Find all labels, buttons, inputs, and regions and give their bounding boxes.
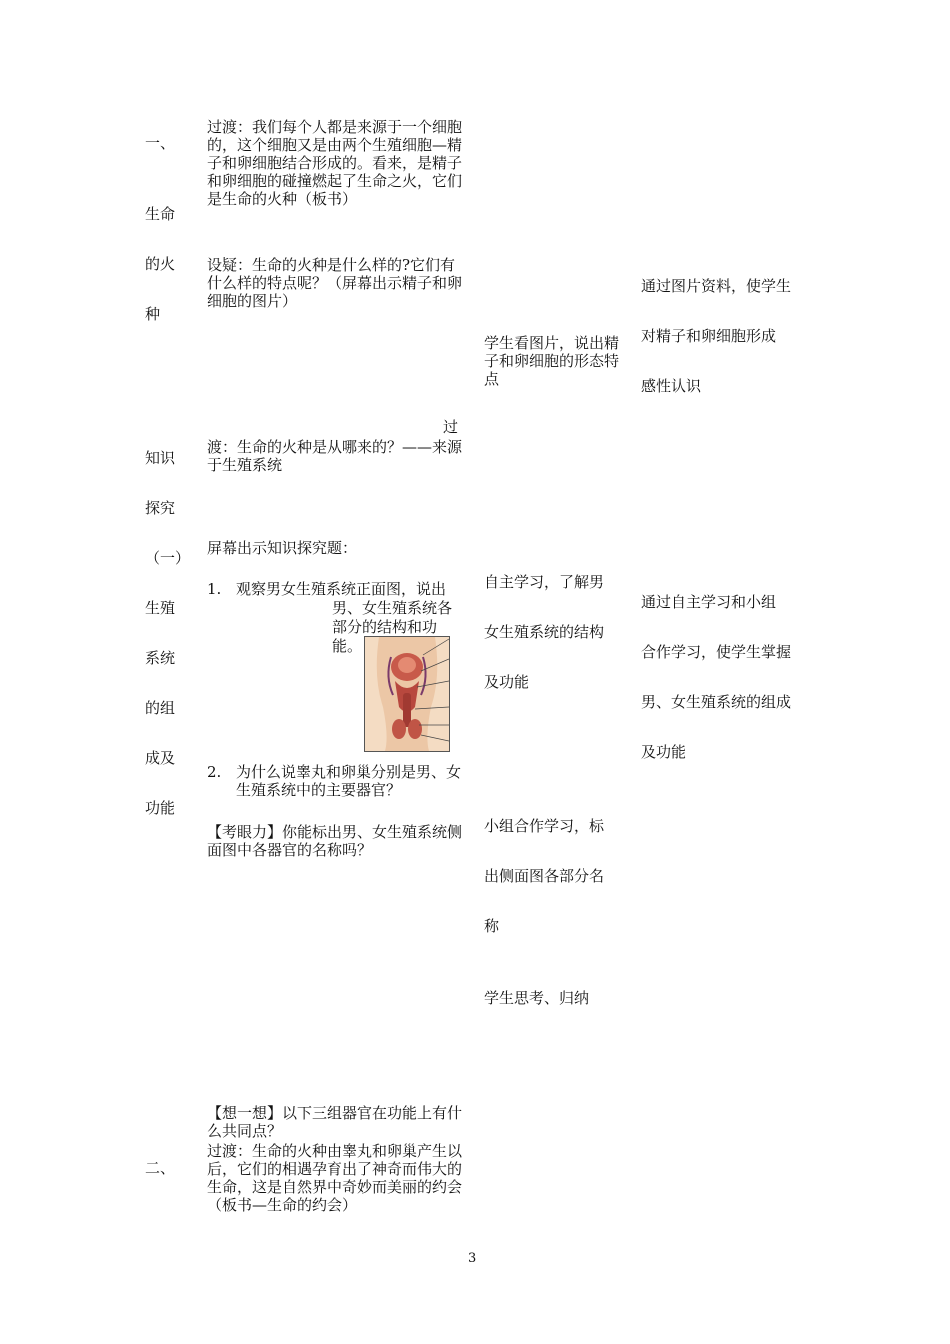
question-1-line-2: 男、女生殖系统各 [332,599,453,617]
student-activity-3-line-3: 称 [484,917,500,935]
section-2-title-line-4: 生殖 [145,599,176,617]
question-1-line-4: 能。 [332,637,363,655]
reproductive-system-figure [364,636,450,752]
question-paragraph: 设疑：生命的火种是什么样的?它们有什么样的特点呢？（屏幕出示精子和卵细胞的图片） [207,256,463,310]
section-1-title-line-3: 种 [145,305,161,323]
student-activity-2-line-2: 女生殖系统的结构 [484,623,605,641]
question-1-number: 1. [207,580,222,598]
section-2-title-line-2: 探究 [145,499,176,517]
design-intent-1-line-2: 对精子和卵细胞形成 [641,327,777,345]
design-intent-1-line-3: 感性认识 [641,377,702,395]
section-1-title-line-1: 生命 [145,205,176,223]
section-2-title-line-6: 的组 [145,699,176,717]
section-1-title-line-2: 的火 [145,255,176,273]
screen-prompt: 屏幕出示知识探究题： [207,539,358,557]
student-activity-3-line-2: 出侧面图各部分名 [484,867,605,885]
student-activity-3-line-1: 小组合作学习，标 [484,817,605,835]
transition-2-head: 过 [443,418,459,436]
design-intent-2-line-4: 及功能 [641,743,687,761]
design-intent-2-line-1: 通过自主学习和小组 [641,593,777,611]
section-2-title-line-1: 知识 [145,449,176,467]
design-intent-2-line-3: 男、女生殖系统的组成 [641,693,792,711]
student-activity-2-line-1: 自主学习，了解男 [484,573,605,591]
page-number: 3 [468,1251,477,1266]
section-2-title-line-5: 系统 [145,649,176,667]
question-2-text: 为什么说睾丸和卵巢分别是男、女生殖系统中的主要器官？ [236,763,462,799]
transition-paragraph-1: 过渡：我们每个人都是来源于一个细胞的，这个细胞又是由两个生殖细胞—精子和卵细胞结合形成的。看来，是精子和卵细胞的碰撞燃起了生命之火，它们是生命的火种（板书） [207,118,463,208]
section-3-number: 二、 [145,1159,176,1177]
observation-task: 【考眼力】你能标出男、女生殖系统侧面图中各器官的名称吗？ [207,823,463,859]
section-2-title-line-7: 成及 [145,749,176,767]
question-1-line-3: 部分的结构和功 [332,618,438,636]
section-2-title-line-8: 功能 [145,799,176,817]
student-activity-4: 学生思考、归纳 [484,989,590,1007]
design-intent-2-line-2: 合作学习，使学生掌握 [641,643,792,661]
question-1-line-1: 观察男女生殖系统正面图，说出 [236,580,447,598]
question-2-number: 2. [207,763,222,781]
student-activity-2-line-3: 及功能 [484,673,530,691]
design-intent-1-line-1: 通过图片资料，使学生 [641,277,792,295]
section-2-title-line-3: （一） [145,549,191,567]
think-task: 【想一想】以下三组器官在功能上有什么共同点？ [207,1104,463,1140]
transition-paragraph-2: 渡：生命的火种是从哪来的？——来源于生殖系统 [207,438,463,474]
student-activity-1: 学生看图片，说出精子和卵细胞的形态特点 [484,334,620,388]
section-1-number: 一、 [145,134,176,152]
transition-paragraph-3: 过渡：生命的火种由睾丸和卵巢产生以后，它们的相遇孕育出了神奇而伟大的生命，这是自然界中奇妙而美丽的约会（板书—生命的约会） [207,1142,463,1214]
